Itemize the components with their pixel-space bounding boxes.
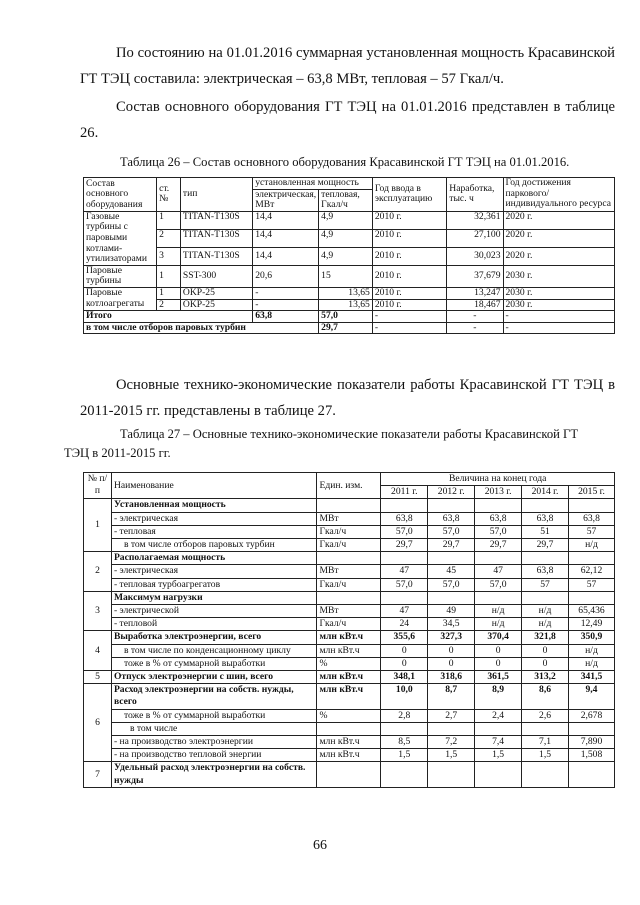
total-resource: - <box>503 311 615 323</box>
table-row <box>84 657 615 670</box>
header-thermal: тепловая, Гкал/ч <box>319 189 373 211</box>
cell-value: 0 <box>428 644 475 657</box>
cell-indicator-name: - электрическая <box>111 565 317 578</box>
cell-value: 65,436 <box>568 605 614 618</box>
cell-value: 1,5 <box>475 749 522 762</box>
table-row <box>84 578 615 591</box>
table-row <box>84 299 615 311</box>
table-row <box>84 644 615 657</box>
table26-caption: Таблица 26 – Состав основного оборудования Красавинской ГТ ТЭЦ на 01.01.2016. <box>120 155 570 169</box>
cell-value <box>475 722 522 735</box>
cell-value: 49 <box>428 605 475 618</box>
cell-value: 348,1 <box>381 671 428 684</box>
cell-section-title: Максимум нагрузки <box>111 591 317 604</box>
cell-type: SST-300 <box>180 265 252 287</box>
cell-hours: 13,247 <box>447 287 503 299</box>
cell-value <box>522 722 569 735</box>
cell-unit: Гкал/ч <box>317 618 381 631</box>
cell-unit <box>317 552 381 565</box>
cell-value: 57,0 <box>428 525 475 538</box>
cell-electric: 14,4 <box>253 247 319 265</box>
cell-value <box>381 499 428 512</box>
cell-value: 7,890 <box>568 736 614 749</box>
cell-unit: % <box>317 657 381 670</box>
cell-unit <box>317 591 381 604</box>
cell-value <box>381 762 428 787</box>
header-installed-power: установленная мощность <box>253 178 373 190</box>
cell-no: 1 <box>157 265 181 287</box>
cell-value <box>475 552 522 565</box>
cell-no: 2 <box>157 229 181 247</box>
cell-indicator-name: - электрическая <box>111 512 317 525</box>
cell-type: OKP-25 <box>180 299 252 311</box>
table-row <box>84 618 615 631</box>
header-type: тип <box>180 178 252 212</box>
section-title-row <box>84 499 615 512</box>
cell-value: н/д <box>522 618 569 631</box>
cell-thermal: 15 <box>319 265 373 287</box>
extraction-label: в том числе отборов паровых турбин <box>84 322 319 334</box>
cell-value <box>381 722 428 735</box>
table-row <box>84 287 615 299</box>
cell-section-title: Установленная мощность <box>111 499 317 512</box>
cell-value: 8,6 <box>522 684 569 709</box>
total-electric: 63,8 <box>253 311 319 323</box>
cell-value: 8,7 <box>428 684 475 709</box>
table-row <box>84 605 615 618</box>
cell-value: 361,5 <box>475 671 522 684</box>
cell-value: 45 <box>428 565 475 578</box>
cell-value: 0 <box>475 644 522 657</box>
cell-value: 8,5 <box>381 736 428 749</box>
cell-value: 1,5 <box>381 749 428 762</box>
cell-value: 57 <box>522 578 569 591</box>
extraction-thermal: 29,7 <box>319 322 373 334</box>
extraction-year: - <box>372 322 446 334</box>
cell-value: 57,0 <box>428 578 475 591</box>
table-row <box>84 211 615 229</box>
cell-thermal: 13,65 <box>319 299 373 311</box>
cell-value: 2,7 <box>428 709 475 722</box>
cell-value: 57,0 <box>381 525 428 538</box>
section-title-row <box>84 762 615 787</box>
cell-unit: МВт <box>317 565 381 578</box>
cell-hours: 32,361 <box>447 211 503 229</box>
cell-value: 0 <box>381 657 428 670</box>
header-unit: Един. изм. <box>317 473 381 499</box>
header-year: 2013 г. <box>475 486 522 499</box>
cell-no: 1 <box>157 211 181 229</box>
cell-value: 29,7 <box>475 539 522 552</box>
table27-caption-line2: ТЭЦ в 2011-2015 гг. <box>64 446 171 460</box>
cell-indicator-name: в том числе <box>111 722 317 735</box>
cell-value: 0 <box>475 657 522 670</box>
cell-value: 24 <box>381 618 428 631</box>
cell-indicator-name: - электрической <box>111 605 317 618</box>
header-station-no: ст.№ <box>157 178 181 212</box>
table-row <box>84 525 615 538</box>
cell-resource: 2020 г. <box>503 229 615 247</box>
cell-hours: 18,467 <box>447 299 503 311</box>
cell-section-no: 5 <box>84 671 112 684</box>
cell-thermal: 13,65 <box>319 287 373 299</box>
cell-value: 0 <box>522 657 569 670</box>
cell-value: 63,8 <box>522 512 569 525</box>
cell-value <box>475 762 522 787</box>
cell-value <box>428 552 475 565</box>
table-row <box>84 247 615 265</box>
cell-value: 57,0 <box>475 578 522 591</box>
table-total-row <box>84 311 615 323</box>
group-steam-boilers: Паровые котлоагрегаты <box>84 287 157 310</box>
cell-value: 63,8 <box>475 512 522 525</box>
cell-electric: - <box>253 287 319 299</box>
cell-year: 2010 г. <box>372 287 446 299</box>
cell-value: н/д <box>475 605 522 618</box>
cell-value: 0 <box>522 644 569 657</box>
cell-year: 2010 г. <box>372 247 446 265</box>
cell-value: 1,5 <box>428 749 475 762</box>
cell-value <box>428 722 475 735</box>
header-electric: электрическая, МВт <box>253 189 319 211</box>
cell-electric: - <box>253 299 319 311</box>
cell-value: 1,5 <box>522 749 569 762</box>
cell-value <box>522 762 569 787</box>
cell-section-title: Отпуск электроэнергии с шин, всего <box>111 671 317 684</box>
cell-value: 313,2 <box>522 671 569 684</box>
cell-value: 47 <box>475 565 522 578</box>
cell-year: 2010 г. <box>372 265 446 287</box>
cell-indicator-name: - тепловая турбоагрегатов <box>111 578 317 591</box>
cell-unit: млн кВт.ч <box>317 736 381 749</box>
cell-indicator-name: - тепловой <box>111 618 317 631</box>
header-year: 2015 г. <box>568 486 614 499</box>
cell-resource: 2020 г. <box>503 247 615 265</box>
cell-value <box>568 722 614 735</box>
cell-value: 1,508 <box>568 749 614 762</box>
cell-unit: млн кВт.ч <box>317 671 381 684</box>
cell-section-no: 3 <box>84 591 112 631</box>
cell-type: TITAN-T130S <box>180 247 252 265</box>
header-value: Величина на конец года <box>381 473 615 486</box>
cell-value: 341,5 <box>568 671 614 684</box>
header-year: 2014 г. <box>522 486 569 499</box>
cell-year: 2010 г. <box>372 299 446 311</box>
cell-value <box>522 591 569 604</box>
section-title-row <box>84 591 615 604</box>
cell-value: 63,8 <box>522 565 569 578</box>
cell-section-no: 2 <box>84 552 112 592</box>
page-number: 66 <box>313 838 327 853</box>
cell-value: 0 <box>428 657 475 670</box>
table-row <box>84 736 615 749</box>
cell-section-no: 6 <box>84 684 112 762</box>
table-row <box>84 709 615 722</box>
paragraph-installed-capacity: По состоянию на 01.01.2016 суммарная установленная мощность Красавинской ГТ ТЭЦ составила: электрическая – 63,8 МВт, тепловая – 57 Гкал/ч. <box>80 45 615 87</box>
cell-value: 12,49 <box>568 618 614 631</box>
table-row <box>84 749 615 762</box>
cell-value: 321,8 <box>522 631 569 644</box>
header-operating-hours: Наработка, тыс. ч <box>447 178 503 212</box>
cell-value: 7,4 <box>475 736 522 749</box>
cell-value <box>381 552 428 565</box>
cell-indicator-name: тоже в % от суммарной выработки <box>111 657 317 670</box>
header-year: 2011 г. <box>381 486 428 499</box>
table-row <box>84 229 615 247</box>
table-extraction-row <box>84 322 615 334</box>
cell-unit: млн кВт.ч <box>317 631 381 644</box>
paragraph-indicators-intro: Основные технико-экономические показатели работы Красавинской ГТ ТЭЦ в 2011-2015 гг. представлены в таблице 27. <box>80 377 615 419</box>
header-name: Наименование <box>111 473 317 499</box>
cell-year: 2010 г. <box>372 229 446 247</box>
cell-value: 57 <box>568 578 614 591</box>
cell-indicator-name: - тепловая <box>111 525 317 538</box>
total-year: - <box>372 311 446 323</box>
header-year: 2012 г. <box>428 486 475 499</box>
cell-value <box>428 762 475 787</box>
cell-electric: 14,4 <box>253 211 319 229</box>
cell-value: 355,6 <box>381 631 428 644</box>
cell-value: 47 <box>381 565 428 578</box>
cell-value <box>568 762 614 787</box>
cell-value: 10,0 <box>381 684 428 709</box>
cell-value <box>522 499 569 512</box>
cell-no: 1 <box>157 287 181 299</box>
cell-thermal: 4,9 <box>319 247 373 265</box>
table-row <box>84 265 615 287</box>
cell-type: OKP-25 <box>180 287 252 299</box>
cell-unit: Гкал/ч <box>317 525 381 538</box>
cell-value: 2,678 <box>568 709 614 722</box>
table27-caption <box>64 425 615 463</box>
cell-resource: 2030 г. <box>503 287 615 299</box>
cell-indicator-name: в том числе по конденсационному циклу <box>111 644 317 657</box>
cell-value: 51 <box>522 525 569 538</box>
cell-hours: 30,023 <box>447 247 503 265</box>
section-title-row <box>84 671 615 684</box>
cell-value: н/д <box>568 539 614 552</box>
cell-type: TITAN-T130S <box>180 211 252 229</box>
total-label: Итого <box>84 311 253 323</box>
cell-no: 3 <box>157 247 181 265</box>
cell-unit: МВт <box>317 605 381 618</box>
cell-unit: млн кВт.ч <box>317 684 381 709</box>
cell-type: TITAN-T130S <box>180 229 252 247</box>
cell-section-title: Удельный расход электроэнергии на собств. нужды <box>111 762 317 787</box>
header-commission-year: Год ввода в эксплуатацию <box>372 178 446 212</box>
cell-value: 63,8 <box>568 512 614 525</box>
cell-value: 29,7 <box>522 539 569 552</box>
header-composition: Состав основного оборудования <box>84 178 157 212</box>
cell-resource: 2030 г. <box>503 265 615 287</box>
cell-value: 370,4 <box>475 631 522 644</box>
table-row <box>84 539 615 552</box>
section-title-row <box>84 631 615 644</box>
cell-unit: Гкал/ч <box>317 578 381 591</box>
cell-value: 29,7 <box>381 539 428 552</box>
cell-value <box>475 591 522 604</box>
cell-thermal: 4,9 <box>319 229 373 247</box>
cell-value: 57,0 <box>475 525 522 538</box>
cell-electric: 14,4 <box>253 229 319 247</box>
cell-value <box>568 499 614 512</box>
cell-value: 62,12 <box>568 565 614 578</box>
cell-value: 7,1 <box>522 736 569 749</box>
cell-section-title: Расход электроэнергии на собств. нужды, всего <box>111 684 317 709</box>
cell-thermal: 4,9 <box>319 211 373 229</box>
cell-unit: млн кВт.ч <box>317 749 381 762</box>
cell-value: 2,6 <box>522 709 569 722</box>
cell-value <box>428 499 475 512</box>
cell-value: 29,7 <box>428 539 475 552</box>
cell-value: 34,5 <box>428 618 475 631</box>
group-steam-turbines: Паровые турбины <box>84 265 157 287</box>
cell-hours: 27,100 <box>447 229 503 247</box>
cell-value: 318,6 <box>428 671 475 684</box>
cell-value: 9,4 <box>568 684 614 709</box>
table-row <box>84 722 615 735</box>
cell-value: 350,9 <box>568 631 614 644</box>
cell-value: 2,4 <box>475 709 522 722</box>
table27-caption-line1: Таблица 27 – Основные технико-экономические показатели работы Красавинской ГТ <box>120 427 579 441</box>
cell-resource: 2030 г. <box>503 299 615 311</box>
cell-value: 2,8 <box>381 709 428 722</box>
cell-value: 57,0 <box>381 578 428 591</box>
equipment-table <box>83 177 615 334</box>
paragraph-equipment-intro: Состав основного оборудования ГТ ТЭЦ на 01.01.2016 представлен в таблице 26. <box>80 99 615 141</box>
table-header-row <box>84 473 615 486</box>
cell-value: н/д <box>568 644 614 657</box>
section-title-row <box>84 552 615 565</box>
cell-value <box>568 591 614 604</box>
cell-section-no: 7 <box>84 762 112 787</box>
cell-value: 57 <box>568 525 614 538</box>
extraction-resource: - <box>503 322 615 334</box>
cell-hours: 37,679 <box>447 265 503 287</box>
cell-value: 0 <box>381 644 428 657</box>
cell-indicator-name: в том числе отборов паровых турбин <box>111 539 317 552</box>
cell-value <box>522 552 569 565</box>
cell-section-no: 4 <box>84 631 112 671</box>
indicators-table <box>83 472 615 788</box>
cell-section-no: 1 <box>84 499 112 552</box>
table-row <box>84 565 615 578</box>
cell-value: 7,2 <box>428 736 475 749</box>
cell-value: н/д <box>522 605 569 618</box>
cell-unit: млн кВт.ч <box>317 644 381 657</box>
extraction-hours: - <box>447 322 503 334</box>
cell-electric: 20,6 <box>253 265 319 287</box>
table-header-row <box>84 178 615 190</box>
cell-year: 2010 г. <box>372 211 446 229</box>
cell-value: 47 <box>381 605 428 618</box>
cell-value <box>568 552 614 565</box>
cell-value: н/д <box>568 657 614 670</box>
cell-value <box>475 499 522 512</box>
cell-indicator-name: - на производство электроэнергии <box>111 736 317 749</box>
cell-no: 2 <box>157 299 181 311</box>
total-hours: - <box>447 311 503 323</box>
cell-indicator-name: тоже в % от суммарной выработки <box>111 709 317 722</box>
cell-indicator-name: - на производство тепловой энергии <box>111 749 317 762</box>
cell-unit: Гкал/ч <box>317 539 381 552</box>
cell-value <box>428 591 475 604</box>
cell-value: 8,9 <box>475 684 522 709</box>
cell-unit: МВт <box>317 512 381 525</box>
cell-section-title: Выработка электроэнергии, всего <box>111 631 317 644</box>
cell-value: 327,3 <box>428 631 475 644</box>
cell-unit <box>317 722 381 735</box>
cell-value: 63,8 <box>381 512 428 525</box>
cell-value: н/д <box>475 618 522 631</box>
group-gas-turbines: Газовые турбины с паровыми котлами-утилизаторами <box>84 211 157 265</box>
section-title-row <box>84 684 615 709</box>
table-row <box>84 512 615 525</box>
cell-resource: 2020 г. <box>503 211 615 229</box>
cell-unit: % <box>317 709 381 722</box>
cell-unit <box>317 499 381 512</box>
cell-value <box>381 591 428 604</box>
cell-unit <box>317 762 381 787</box>
cell-section-title: Располагаемая мощность <box>111 552 317 565</box>
total-thermal: 57,0 <box>319 311 373 323</box>
cell-value: 63,8 <box>428 512 475 525</box>
header-park-resource-year: Год достижения паркового/ индивидуального ресурса <box>503 178 615 212</box>
header-no: № п/п <box>84 473 112 499</box>
